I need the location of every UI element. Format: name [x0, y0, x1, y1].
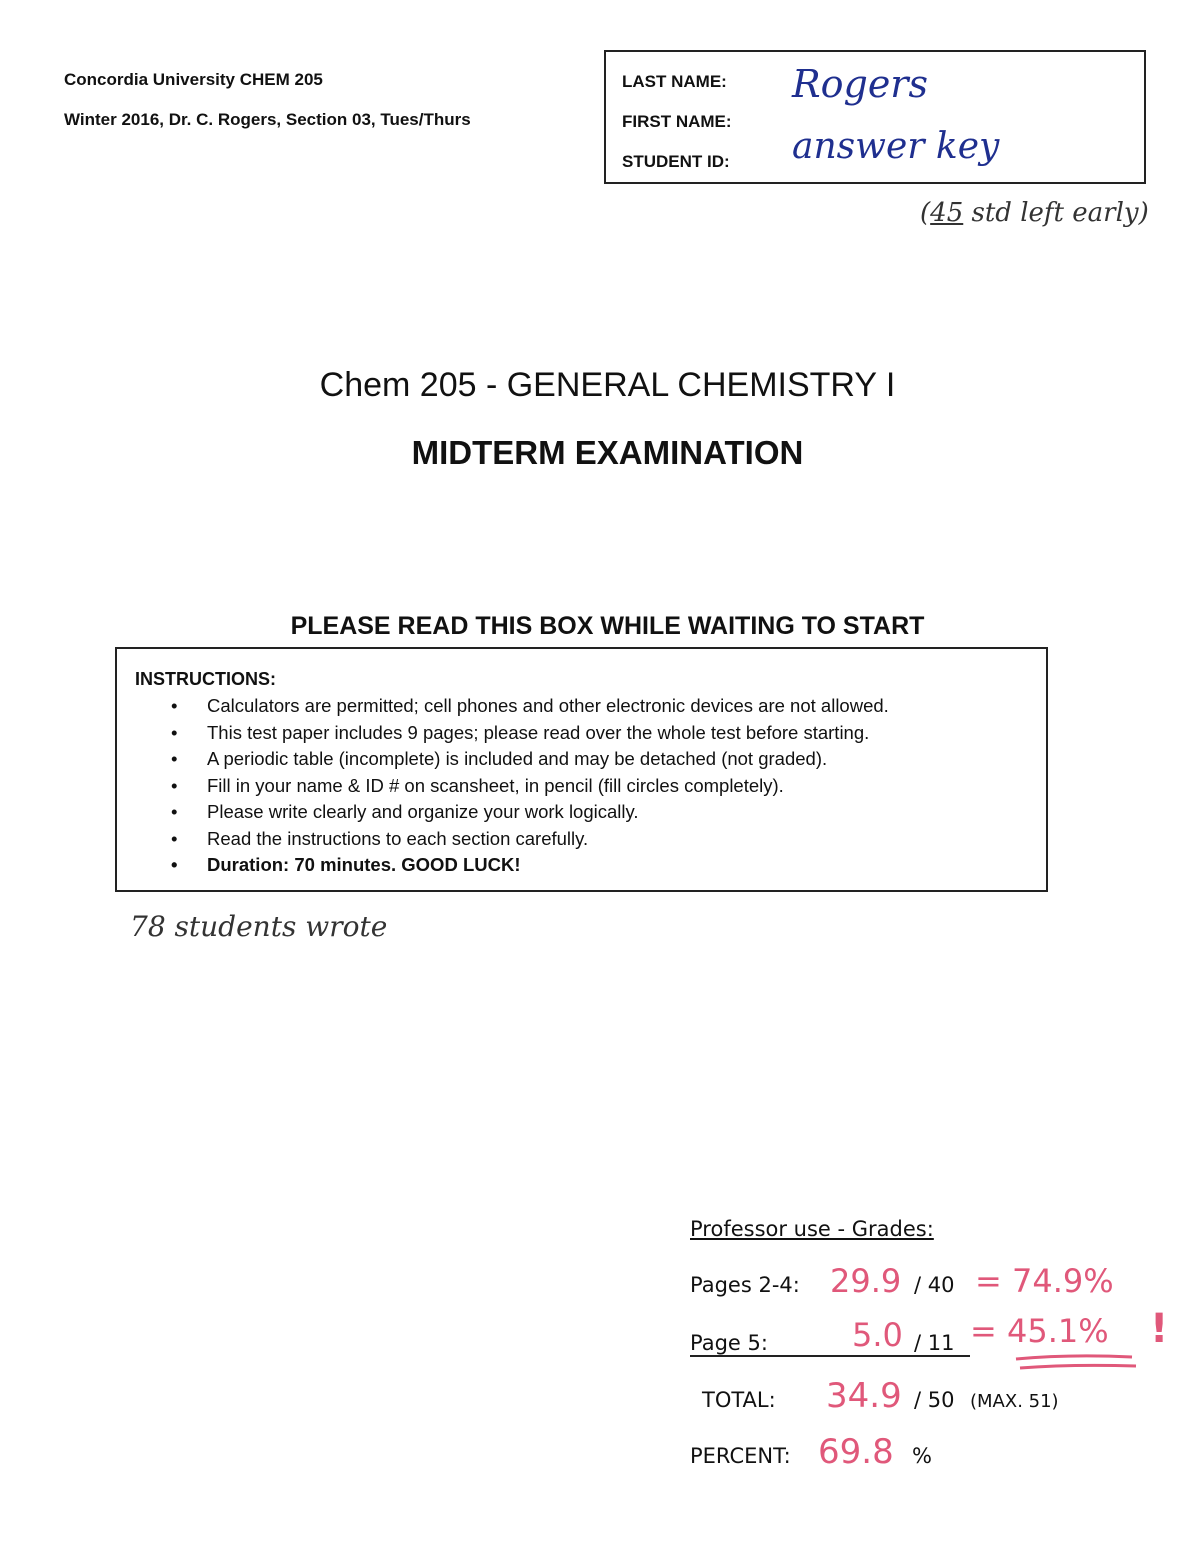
course-title: Chem 205 - GENERAL CHEMISTRY I [319, 366, 896, 404]
total-score: 34.9 [826, 1376, 902, 1416]
instruction-item: • Calculators are permitted; cell phones and other electronic devices are not allowed. [167, 693, 889, 720]
pages-2-4-percent: = 74.9% [975, 1262, 1114, 1300]
grades-heading: Professor use - Grades: [690, 1217, 934, 1241]
bullet-icon: • [171, 695, 178, 716]
total-label: TOTAL: [702, 1388, 776, 1412]
read-box-heading: PLEASE READ THIS BOX WHILE WAITING TO START [290, 612, 925, 640]
bullet-icon: • [171, 854, 178, 875]
page-5-exclamation: ! [1150, 1306, 1169, 1352]
red-double-underline [1010, 1352, 1140, 1376]
pages-2-4-score: 29.9 [830, 1262, 902, 1300]
instruction-item: • Please write clearly and organize your work logically. [167, 799, 889, 826]
instructions-box [115, 647, 1048, 892]
instructions-label: INSTRUCTIONS: [135, 669, 276, 689]
page-5-max: / 11 [914, 1331, 955, 1355]
percent-value: 69.8 [818, 1432, 894, 1472]
instruction-item: • Fill in your name & ID # on scansheet, in pencil (fill circles completely). [167, 773, 889, 800]
pages-2-4-max: / 40 [914, 1273, 955, 1297]
bullet-icon: • [171, 748, 178, 769]
left-early-note: (45 std left early) [920, 198, 1149, 228]
course-header-line1: Concordia University CHEM 205 [64, 70, 323, 89]
student-id-label: STUDENT ID: [622, 152, 730, 171]
page-5-label: Page 5: [690, 1331, 768, 1355]
instruction-item-duration: • Duration: 70 minutes. GOOD LUCK! [167, 852, 889, 879]
total-max: / 50 [914, 1388, 955, 1412]
bullet-icon: • [171, 827, 178, 849]
pages-2-4-label: Pages 2-4: [690, 1273, 800, 1297]
bullet-icon: • [171, 721, 178, 743]
exam-title: MIDTERM EXAMINATION [411, 434, 804, 471]
left-early-count: 45 [930, 198, 964, 228]
instructions-list [167, 693, 889, 879]
last-name-label: LAST NAME: [622, 72, 727, 91]
page-5-score: 5.0 [852, 1316, 903, 1354]
course-header-line2: Winter 2016, Dr. C. Rogers, Section 03, Tues/Thurs [64, 110, 471, 129]
total-max-note: (MAX. 51) [970, 1391, 1059, 1412]
instruction-item: • This test paper includes 9 pages; please read over the whole test before starting. [167, 720, 889, 747]
percent-label: PERCENT: [690, 1444, 791, 1468]
instruction-item: • A periodic table (incomplete) is included and may be detached (not graded). [167, 746, 889, 773]
instruction-item: • Read the instructions to each section carefully. [167, 826, 889, 853]
page-5-underline [690, 1355, 970, 1357]
last-name-value: Rogers [792, 62, 928, 106]
page-5-percent: = 45.1% [970, 1312, 1109, 1350]
student-id-box [604, 50, 1146, 184]
left-early-text: std left early [963, 198, 1139, 228]
percent-sign: % [912, 1444, 932, 1468]
students-wrote-note: 78 students wrote [130, 910, 388, 943]
first-name-label: FIRST NAME: [622, 112, 732, 131]
first-name-value: answer key [792, 126, 1000, 167]
bullet-icon: • [171, 801, 178, 822]
bullet-icon: • [171, 774, 178, 796]
